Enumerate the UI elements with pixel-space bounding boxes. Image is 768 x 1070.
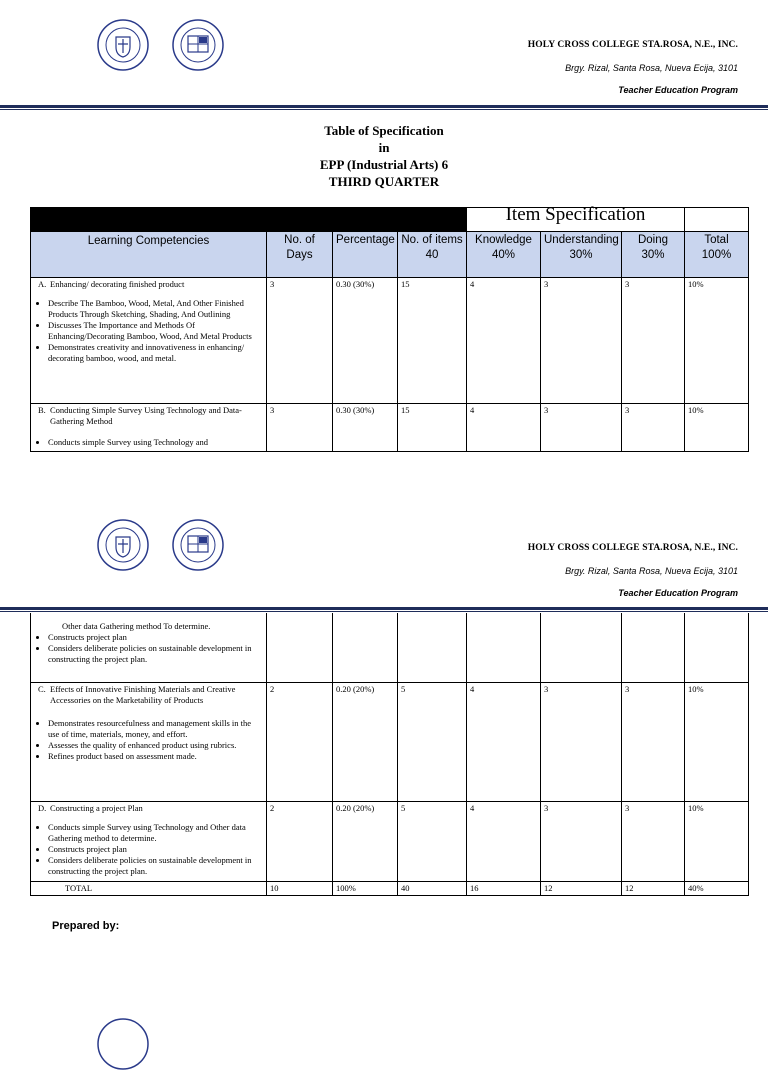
table-row-b-continued: Other data Gathering method To determine. • Constructs project plan • Considers deliberate policies on sustainable development in constructing the project plan. <box>31 613 749 682</box>
col-doing: Doing 30% <box>622 232 685 278</box>
knowledge-cell: 4 <box>467 278 541 404</box>
total-label: TOTAL <box>31 881 267 895</box>
org-name: HOLY CROSS COLLEGE STA.ROSA, N.E., INC. <box>527 543 738 553</box>
col-learning-competencies: Learning Competencies <box>31 232 267 278</box>
bullet: • Conducts simple Survey using Technology and <box>48 437 263 448</box>
col-knowledge: Knowledge 40% <box>467 232 541 278</box>
org-address: Brgy. Rizal, Santa Rosa, Nueva Ecija, 3101 <box>565 566 738 576</box>
col-percentage: Percentage <box>333 232 398 278</box>
percentage-cell: 0.30 (30%) <box>333 404 398 452</box>
bullet: • Considers deliberate policies on sustainable development in constructing the project plan. <box>48 643 263 665</box>
bullet: • Describe The Bamboo, Wood, Metal, And Other Finished Products Through Sketching, Shading, And Outlining <box>48 298 263 320</box>
col-total: Total 100% <box>685 232 749 278</box>
percentage-cell: 0.30 (30%) <box>333 278 398 404</box>
competency-a: A. Enhancing/ decorating finished product • Describe The Bamboo, Wood, Metal, And Other Finished Products Through Sketching, Shading, And Outlining • Discusses The Importance and Methods Of Enhancing/Decorating Bamboo, Wood, And Metal Products • Demonstrates creativity and innovativeness in enhancing/ decorating bamboo, wood, and metal. <box>31 278 267 404</box>
bullet: • Demonstrates creativity and innovativeness in enhancing/ decorating bamboo, wood, and metal. <box>48 342 263 364</box>
items-cell: 40 <box>398 881 467 895</box>
bullet: • Demonstrates resourcefulness and management skills in the use of time, materials, money, and effort. <box>48 718 263 740</box>
col-no-of-items: No. of items 40 <box>398 232 467 278</box>
total-cell: 10% <box>685 682 749 801</box>
competency-c: C. Effects of Innovative Finishing Materials and Creative Accessories on the Marketability of Products • Demonstrates resourcefulness and management skills in the use of time, materials, money, and effort. • Assesses the quality of enhanced product using rubrics. • Refines product based on assessment made. <box>31 682 267 801</box>
document-title: Table of Specification in EPP (Industrial Arts) 6 THIRD QUARTER <box>319 123 449 189</box>
table-row-b <box>31 404 749 452</box>
bullet: • Discusses The Importance and Methods Of Enhancing/Decorating Bamboo, Wood, And Metal Products <box>48 320 263 342</box>
knowledge-cell: 4 <box>467 801 541 881</box>
org-name: HOLY CROSS COLLEGE STA.ROSA, N.E., INC. <box>527 40 738 50</box>
percentage-cell: 0.20 (20%) <box>333 682 398 801</box>
department-seal-logo <box>172 19 224 71</box>
specification-table-part2 <box>30 613 749 896</box>
understanding-cell: 3 <box>541 404 622 452</box>
bullet: • Conducts simple Survey using Technology and Other data Gathering method to determine. <box>48 822 263 844</box>
header-rule <box>0 105 768 110</box>
percentage-cell: 100% <box>333 881 398 895</box>
doing-cell: 12 <box>622 881 685 895</box>
understanding-cell: 3 <box>541 801 622 881</box>
understanding-cell: 3 <box>541 278 622 404</box>
bullet: • Refines product based on assessment made. <box>48 751 263 762</box>
days-cell: 2 <box>267 801 333 881</box>
knowledge-cell: 4 <box>467 404 541 452</box>
bullet: • Constructs project plan <box>48 632 263 643</box>
program-name: Teacher Education Program <box>618 588 738 598</box>
percentage-cell: 0.20 (20%) <box>333 801 398 881</box>
doing-cell: 3 <box>622 801 685 881</box>
table-row-d <box>31 801 749 881</box>
competency-d: D. Constructing a project Plan • Conducts simple Survey using Technology and Other data Gathering method to determine. • Constructs project plan • Considers deliberate policies on sustainable development in constructing the project plan. <box>31 801 267 881</box>
college-seal-logo <box>97 19 149 71</box>
college-seal-logo <box>97 1018 149 1070</box>
header-rule <box>0 607 768 612</box>
table-row-a <box>31 278 749 404</box>
total-cell: 10% <box>685 801 749 881</box>
understanding-cell: 12 <box>541 881 622 895</box>
items-cell: 5 <box>398 801 467 881</box>
org-address: Brgy. Rizal, Santa Rosa, Nueva Ecija, 3101 <box>565 63 738 73</box>
competency-b: B. Conducting Simple Survey Using Technology and Data-Gathering Method • Conducts simple Survey using Technology and <box>31 404 267 452</box>
bullet: • Assesses the quality of enhanced product using rubrics. <box>48 740 263 751</box>
col-understanding: Understanding 30% <box>541 232 622 278</box>
department-seal-logo <box>172 519 224 571</box>
program-name: Teacher Education Program <box>618 85 738 95</box>
understanding-cell: 3 <box>541 682 622 801</box>
knowledge-cell: 4 <box>467 682 541 801</box>
black-header-bar <box>31 208 467 232</box>
doing-cell: 3 <box>622 682 685 801</box>
items-cell: 15 <box>398 278 467 404</box>
total-cell: 40% <box>685 881 749 895</box>
days-cell: 3 <box>267 278 333 404</box>
days-cell: 2 <box>267 682 333 801</box>
total-cell: 10% <box>685 404 749 452</box>
college-seal-logo <box>97 519 149 571</box>
table-row-c <box>31 682 749 801</box>
days-cell: 3 <box>267 404 333 452</box>
knowledge-cell: 16 <box>467 881 541 895</box>
prepared-by-label: Prepared by: <box>52 920 120 932</box>
items-cell: 5 <box>398 682 467 801</box>
specification-table-part1 <box>30 204 749 452</box>
total-cell: 10% <box>685 278 749 404</box>
bullet: • Constructs project plan <box>48 844 263 855</box>
item-specification-heading: Item Specification <box>467 208 685 232</box>
table-row-total <box>31 881 749 895</box>
doing-cell: 3 <box>622 278 685 404</box>
doing-cell: 3 <box>622 404 685 452</box>
bullet: • Considers deliberate policies on sustainable development in constructing the project plan. <box>48 855 263 877</box>
items-cell: 15 <box>398 404 467 452</box>
col-no-of-days: No. of Days <box>267 232 333 278</box>
days-cell: 10 <box>267 881 333 895</box>
